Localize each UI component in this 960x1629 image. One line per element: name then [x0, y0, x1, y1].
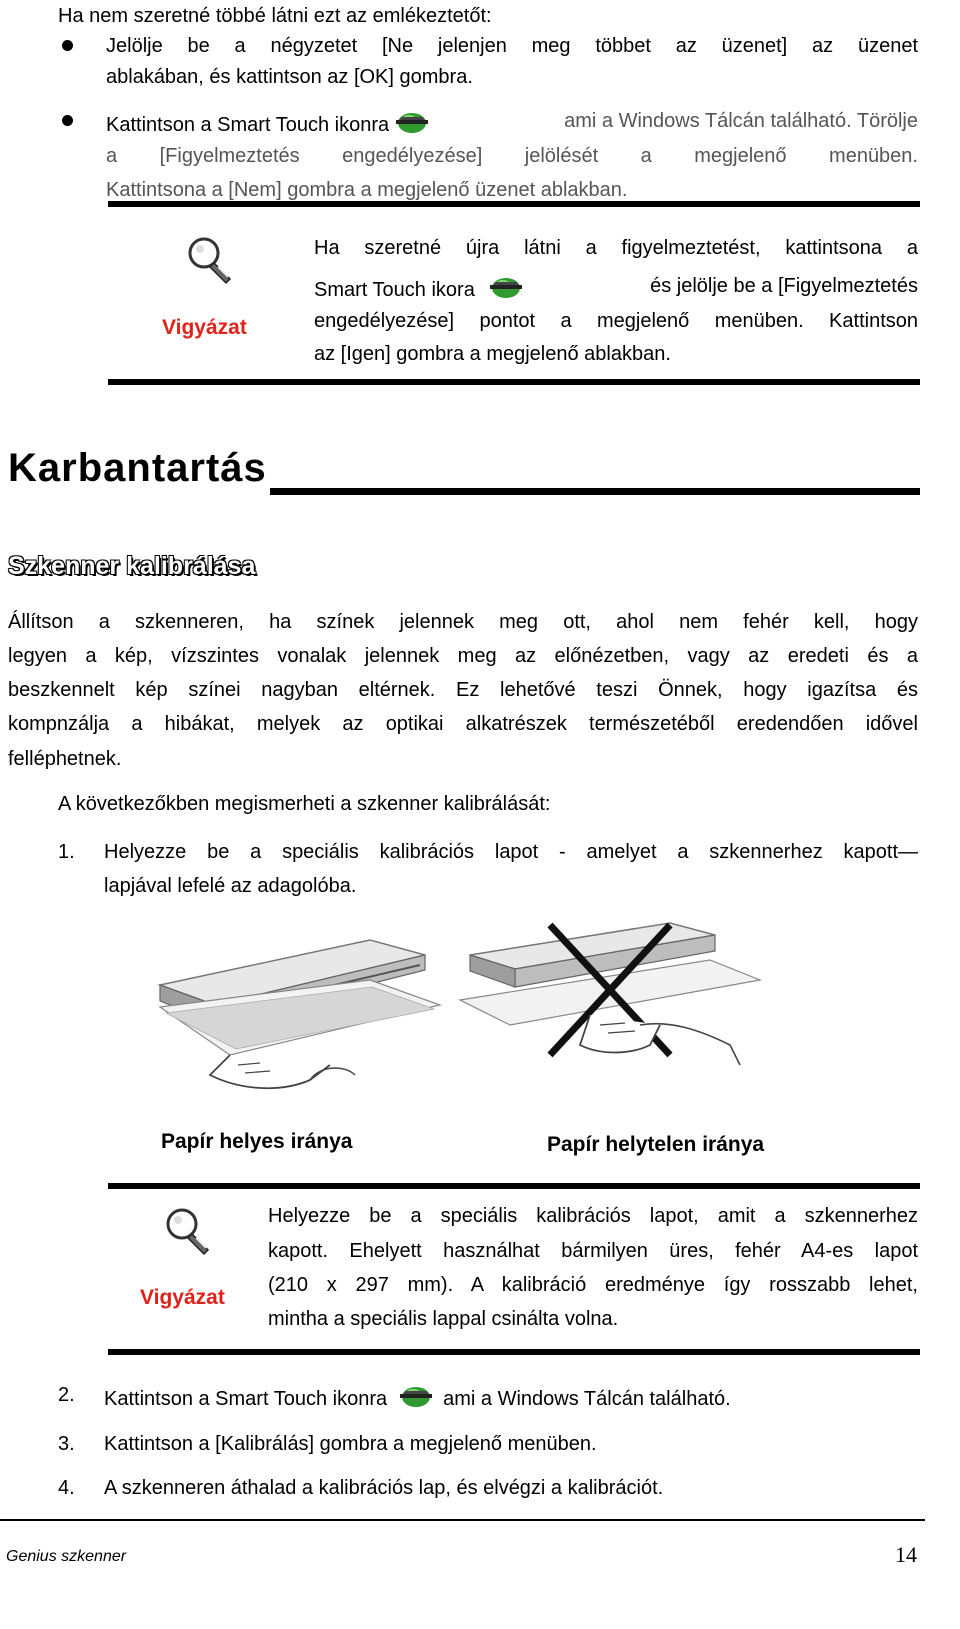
caution-2-line-2: kapott. Ehelyett használhat bármilyen üres, fehér A4-es lapot — [268, 1240, 918, 1262]
section-title-rule — [270, 488, 920, 495]
caption-correct: Papír helyes iránya — [161, 1130, 353, 1153]
magnifier-icon — [184, 235, 238, 285]
bullet-2-line-3: Kattintsona a [Nem] gombra a megjelenő üzenet ablakban. — [106, 179, 628, 201]
para-1-line-1: Állítson a szkenneren, ha színek jelennek meg ott, ahol nem fehér kell, hogy — [8, 611, 918, 633]
bullet-1-line-1: Jelölje be a négyzetet [Ne jelenjen meg többet az üzenet] az üzenet — [106, 35, 918, 57]
bullet-2-text-post: ami a Windows Tálcán található. Törölje — [564, 110, 918, 132]
figure-wrong-orientation — [440, 905, 770, 1115]
bullet-2 — [62, 115, 73, 126]
step-2-text-post: ami a Windows Tálcán található. — [443, 1388, 731, 1410]
caution-1-line-3: engedélyezése] pontot a megjelenő menüben. Kattintson — [314, 310, 918, 332]
para-1-line-3: beszkennelt kép színei nagyban eltérnek. Ez lehetővé teszi Önnek, hogy igazítsa és — [8, 679, 918, 701]
step-1-line-2: lapjával lefelé az adagolóba. — [104, 875, 357, 897]
step-2-text-pre: Kattintson a Smart Touch ikonra — [104, 1388, 388, 1410]
caution-2-label: Vigyázat — [140, 1286, 225, 1309]
caution-1-text-pre: Smart Touch ikora — [314, 279, 475, 301]
step-4-number: 4. — [58, 1477, 75, 1499]
step-3-text: Kattintson a [Kalibrálás] gombra a megjelenő menüben. — [104, 1433, 597, 1455]
caution-1-bottom-rule — [108, 379, 920, 385]
caution-1-top-rule — [108, 201, 920, 207]
bullet-2-line-2: a [Figyelmeztetés engedélyezése] jelölését a megjelenő menüben. — [106, 145, 918, 167]
para-2: A következőkben megismerheti a szkenner kalibrálását: — [58, 793, 551, 815]
step-4-text: A szkenneren áthalad a kalibrációs lap, és elvégzi a kalibrációt. — [104, 1477, 664, 1499]
caution-1-line-4: az [Igen] gombra a megjelenő ablakban. — [314, 343, 671, 365]
bullet-2-line-1 — [106, 109, 918, 137]
step-2-number: 2. — [58, 1384, 75, 1406]
subsection-title: Szkenner kalibrálása — [8, 552, 256, 580]
caution-1-line-1: Ha szeretné újra látni a figyelmeztetést, kattintsona a — [314, 237, 918, 259]
caution-2-bottom-rule — [108, 1349, 920, 1355]
footer-title: Genius szkenner — [6, 1548, 127, 1565]
caution-2-top-rule — [108, 1183, 920, 1189]
magnifier-icon — [162, 1206, 216, 1256]
bullet-1-line-2: ablakában, és kattintson az [OK] gombra. — [106, 66, 473, 88]
caution-1-text-post: és jelölje be a [Figyelmeztetés — [650, 275, 918, 297]
step-1-number: 1. — [58, 841, 75, 863]
step-2-text — [104, 1383, 731, 1411]
section-title: Karbantartás — [8, 446, 267, 490]
footer-rule — [0, 1519, 925, 1521]
caution-1-line-2 — [314, 274, 918, 302]
para-1-line-4: kompnzálja a hibákat, melyek az optikai alkatrészek természetéből eredendően idővel — [8, 713, 918, 735]
bullet-1 — [62, 40, 73, 51]
para-1-line-2: legyen a kép, vízszintes vonalak jelennek meg az előnézetben, vagy az eredeti és a — [8, 645, 918, 667]
intro-heading: Ha nem szeretné többé látni ezt az emlékeztetőt: — [58, 5, 492, 27]
smart-touch-icon — [395, 109, 429, 135]
bullet-2-text-pre: Kattintson a Smart Touch ikonra — [106, 114, 390, 136]
step-3-number: 3. — [58, 1433, 75, 1455]
smart-touch-icon — [489, 274, 523, 300]
caution-2-line-3: (210 x 297 mm). A kalibráció eredménye így rosszabb lehet, — [268, 1274, 918, 1296]
page-number: 14 — [895, 1542, 917, 1567]
caption-wrong: Papír helytelen iránya — [547, 1133, 765, 1156]
caution-2-line-1: Helyezze be a speciális kalibrációs lapot, amit a szkennerhez — [268, 1205, 918, 1227]
step-1-line-1: Helyezze be a speciális kalibrációs lapot - amelyet a szkennerhez kapott— — [104, 841, 918, 863]
smart-touch-icon — [399, 1383, 433, 1409]
figure-correct-orientation — [120, 915, 450, 1115]
caution-1-label: Vigyázat — [162, 316, 247, 339]
para-1-line-5: felléphetnek. — [8, 748, 122, 770]
caution-2-line-4: mintha a speciális lappal csinálta volna. — [268, 1308, 619, 1330]
